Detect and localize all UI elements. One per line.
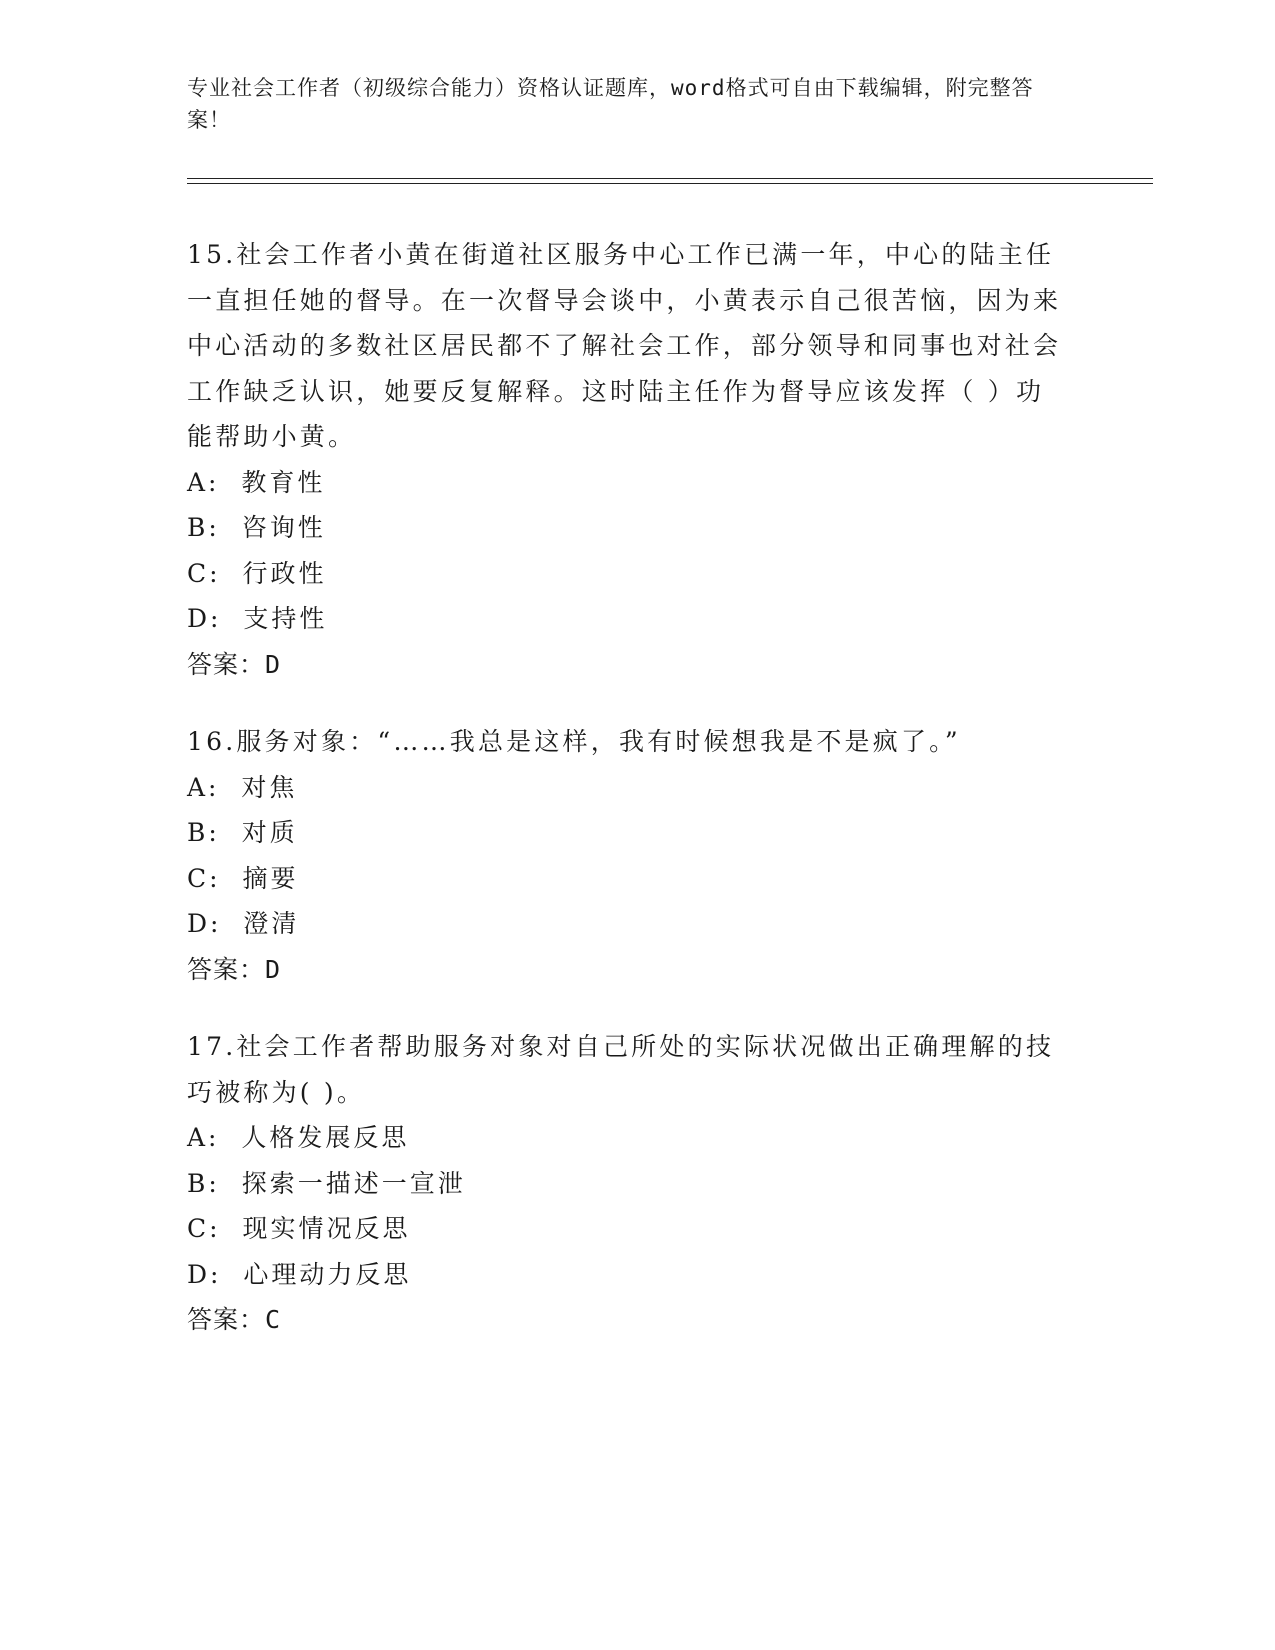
header-divider-bottom [187, 183, 1153, 184]
answer-line: 答案：C [187, 1305, 282, 1334]
option-b: B: 探索一描述一宣泄 [187, 1168, 466, 1198]
option-b: B: 对质 [187, 818, 298, 847]
header-divider-top [187, 178, 1153, 179]
option-d: D: 心理动力反思 [187, 1259, 412, 1289]
question-16 [187, 719, 1067, 992]
option-a: A: 教育性 [187, 467, 326, 497]
question-stem: 17.社会工作者帮助服务对象对自己所处的实际状况做出正确理解的技巧被称为( )。 [187, 1032, 1055, 1107]
option-b: B: 咨询性 [187, 513, 326, 542]
option-c: C: 行政性 [187, 558, 327, 588]
page-header: 专业社会工作者（初级综合能力）资格认证题库，word格式可自由下载编辑，附完整答案！ [187, 76, 1034, 132]
option-a: A: 人格发展反思 [187, 1123, 410, 1152]
question-list [187, 232, 1067, 1375]
option-c: C: 现实情况反思 [187, 1214, 411, 1243]
answer-line: 答案：D [187, 954, 282, 984]
option-a: A: 对焦 [187, 772, 298, 802]
option-d: D: 支持性 [187, 604, 328, 633]
question-15 [187, 232, 1067, 687]
question-stem: 16.服务对象：“……我总是这样，我有时候想我是不是疯了。” [187, 727, 961, 756]
question-17 [187, 1024, 1067, 1343]
question-stem: 15.社会工作者小黄在街道社区服务中心工作已满一年，中心的陆主任一直担任她的督导。在一次督导会谈中，小黄表示自己很苦恼，因为来中心活动的多数社区居民都不了解社会工作，部分领导和同事也对社会工作缺乏认识，她要反复解释。这时陆主任作为督导应该发挥（ ）功能帮助小黄。 [187, 240, 1062, 451]
option-d: D: 澄清 [187, 909, 300, 938]
answer-line: 答案：D [187, 649, 282, 679]
option-c: C: 摘要 [187, 863, 299, 893]
